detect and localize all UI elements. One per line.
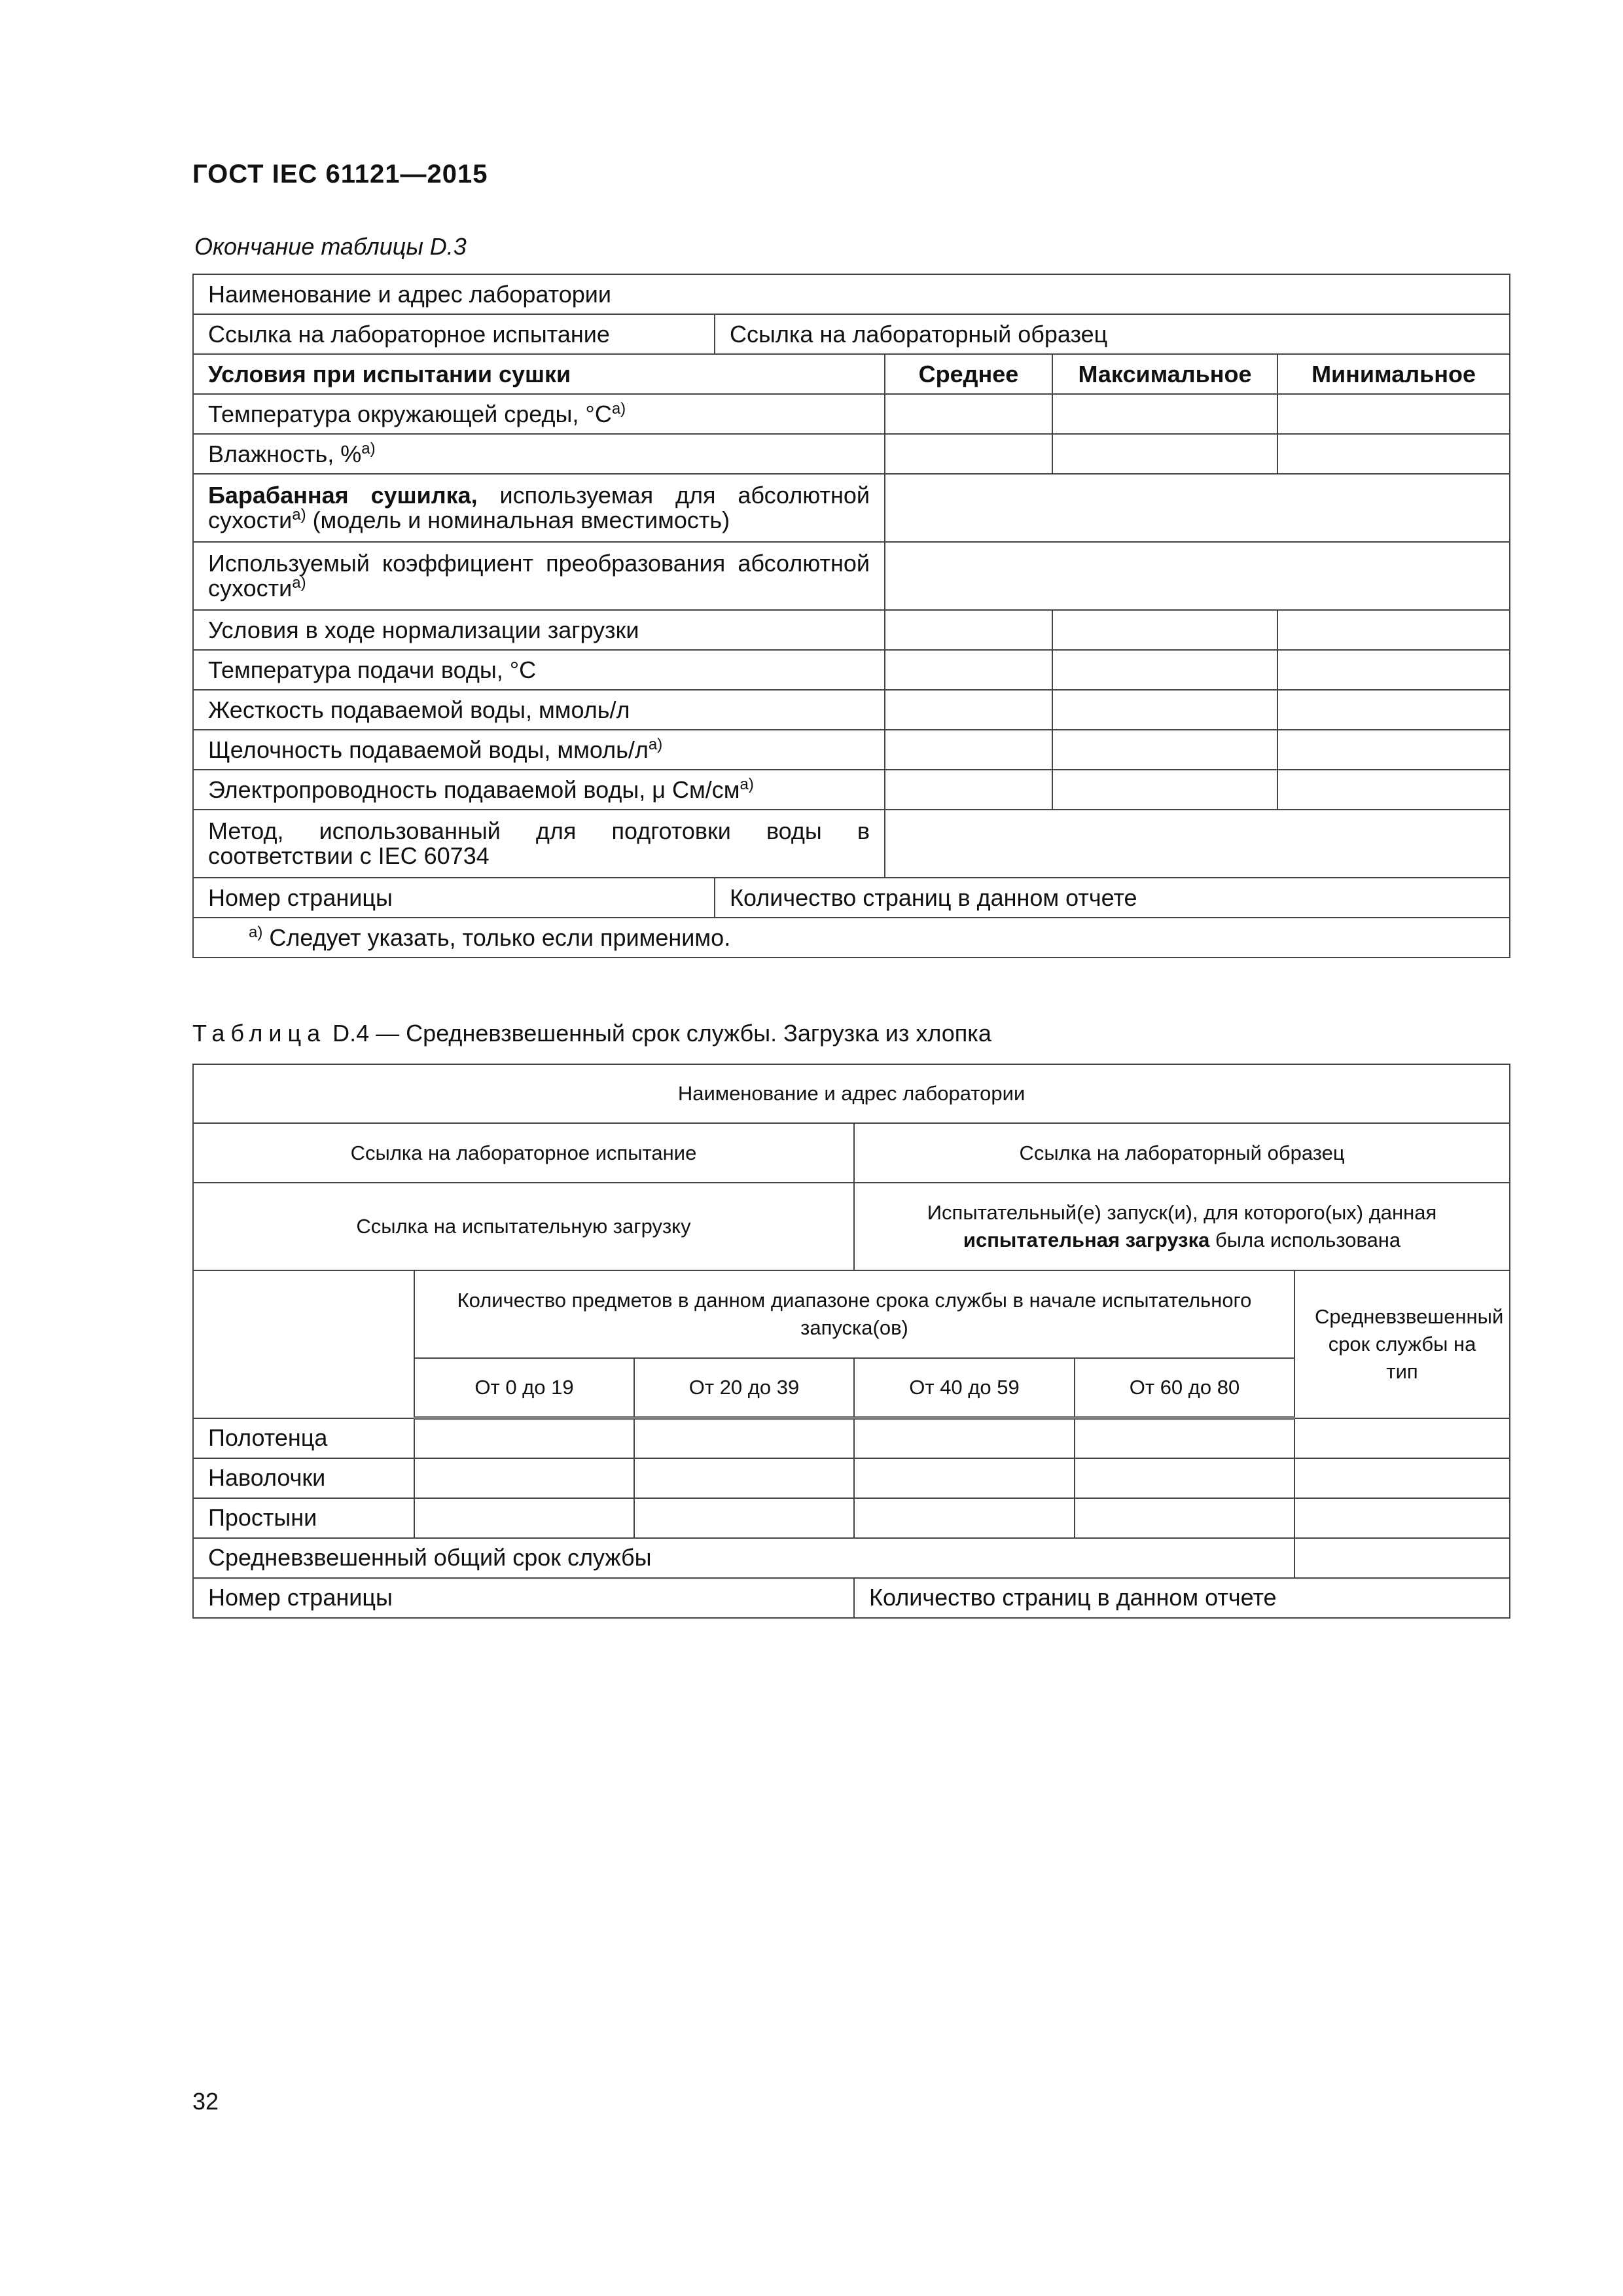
table-cell bbox=[885, 474, 1510, 542]
table-cell bbox=[1294, 1418, 1510, 1458]
hardness-label: Жесткость подаваемой воды, ммоль/л bbox=[193, 690, 885, 730]
table-cell bbox=[885, 394, 1052, 434]
table-cell bbox=[1277, 434, 1510, 474]
normalization-label: Условия в ходе нормализации загрузки bbox=[193, 610, 885, 650]
dryer-label: Барабанная сушилка, используемая для абсолютной сухости$^{a)}$ (модель и номинальная вместимость) bbox=[193, 474, 885, 542]
humidity-label: Влажность, %$^{a)}$ bbox=[193, 434, 885, 474]
table-cell bbox=[1052, 434, 1277, 474]
page-number-label: Номер страницы bbox=[193, 878, 715, 918]
alkalinity-label: Щелочность подаваемой воды, ммоль/$л^{a)}$ bbox=[193, 730, 885, 770]
weighted-header: Средневзвешенный срок службы на тип bbox=[1294, 1270, 1510, 1418]
table-cell bbox=[1277, 690, 1510, 730]
range-header: От 0 до 19 bbox=[414, 1358, 634, 1418]
table-cell bbox=[414, 1418, 634, 1458]
coefficient-label: Используемый коэффициент преобразования абсолютной сухости$^{a)}$ bbox=[193, 542, 885, 610]
col-max-header: Максимальное bbox=[1052, 354, 1277, 394]
table-d4 bbox=[192, 1064, 1510, 1619]
count-header: Количество предметов в данном диапазоне срока службы в начале испытательного запуска(ов) bbox=[414, 1270, 1294, 1358]
table-d3 bbox=[192, 274, 1510, 958]
table-d3-caption: Окончание таблицы D.3 bbox=[194, 233, 467, 260]
range-header: От 20 до 39 bbox=[634, 1358, 854, 1418]
lab-sample-ref-cell: Ссылка на лабораторный образец bbox=[854, 1123, 1510, 1183]
conditions-header: Условия при испытании сушки bbox=[193, 354, 885, 394]
test-runs-cell: Испытательный(е) запуск(и), для которого(ых) данная испытательная загрузка была использована bbox=[854, 1183, 1510, 1270]
table-cell bbox=[1075, 1498, 1294, 1538]
item-label: Полотенца bbox=[193, 1418, 414, 1458]
pages-count-label: Количество страниц в данном отчете bbox=[854, 1578, 1510, 1618]
table-cell bbox=[1277, 770, 1510, 810]
table-cell bbox=[1052, 730, 1277, 770]
table-cell bbox=[414, 1458, 634, 1498]
table-cell bbox=[854, 1418, 1075, 1458]
page-number-label: Номер страницы bbox=[193, 1578, 854, 1618]
table-cell bbox=[1052, 770, 1277, 810]
conductivity-label: Электропроводность подаваемой воды, μ $См/см^{a)}$ bbox=[193, 770, 885, 810]
range-header: От 40 до 59 bbox=[854, 1358, 1075, 1418]
table-cell bbox=[634, 1458, 854, 1498]
water-temp-label: Температура подачи воды, °C bbox=[193, 650, 885, 690]
col-min-header: Минимальное bbox=[1277, 354, 1510, 394]
pages-count-label: Количество страниц в данном отчете bbox=[715, 878, 1510, 918]
table-cell bbox=[1052, 690, 1277, 730]
document-title: ГОСТ IEC 61121—2015 bbox=[192, 160, 488, 188]
col-avg-header: Среднее bbox=[885, 354, 1052, 394]
lab-sample-ref-cell: Ссылка на лабораторный образец bbox=[715, 314, 1510, 354]
table-cell bbox=[885, 730, 1052, 770]
footnote: $^{a)}$ Следует указать, только если применимо. bbox=[193, 918, 1510, 958]
table-cell bbox=[634, 1418, 854, 1458]
range-header: От 60 до 80 bbox=[1075, 1358, 1294, 1418]
table-cell bbox=[1052, 610, 1277, 650]
table-cell bbox=[885, 810, 1510, 878]
table-cell bbox=[885, 650, 1052, 690]
table-cell bbox=[885, 434, 1052, 474]
lab-test-ref-cell: Ссылка на лабораторное испытание bbox=[193, 1123, 854, 1183]
lab-name-cell: Наименование и адрес лаборатории bbox=[193, 274, 1510, 314]
table-cell bbox=[1075, 1418, 1294, 1458]
table-cell bbox=[1294, 1538, 1510, 1578]
table-cell bbox=[1052, 650, 1277, 690]
table-cell bbox=[414, 1498, 634, 1538]
table-cell bbox=[854, 1458, 1075, 1498]
table-cell bbox=[1277, 394, 1510, 434]
item-label: Простыни bbox=[193, 1498, 414, 1538]
table-cell bbox=[854, 1498, 1075, 1538]
blank-corner-cell bbox=[193, 1270, 414, 1418]
table-cell bbox=[885, 610, 1052, 650]
table-cell bbox=[1294, 1458, 1510, 1498]
table-cell bbox=[885, 770, 1052, 810]
table-cell bbox=[1294, 1498, 1510, 1538]
page-number: 32 bbox=[192, 2088, 219, 2115]
table-d4-caption: Таблица D.4 — Средневзвешенный срок службы. Загрузка из хлопка bbox=[192, 1020, 991, 1047]
table-cell bbox=[1075, 1458, 1294, 1498]
ambient-temp-label: Температура окружающей среды, $^\circ C^{a)}$ bbox=[193, 394, 885, 434]
table-cell bbox=[1277, 610, 1510, 650]
table-cell bbox=[885, 542, 1510, 610]
table-cell bbox=[634, 1498, 854, 1538]
item-label: Наволочки bbox=[193, 1458, 414, 1498]
lab-test-ref-cell: Ссылка на лабораторное испытание bbox=[193, 314, 715, 354]
method-label: Метод, использованный для подготовки воды в соответствии с IEC 60734 bbox=[193, 810, 885, 878]
table-cell bbox=[1052, 394, 1277, 434]
lab-name-cell: Наименование и адрес лаборатории bbox=[193, 1064, 1510, 1123]
total-label: Средневзвешенный общий срок службы bbox=[193, 1538, 1294, 1578]
table-cell bbox=[1277, 650, 1510, 690]
table-cell bbox=[1277, 730, 1510, 770]
test-load-ref-cell: Ссылка на испытательную загрузку bbox=[193, 1183, 854, 1270]
table-cell bbox=[885, 690, 1052, 730]
